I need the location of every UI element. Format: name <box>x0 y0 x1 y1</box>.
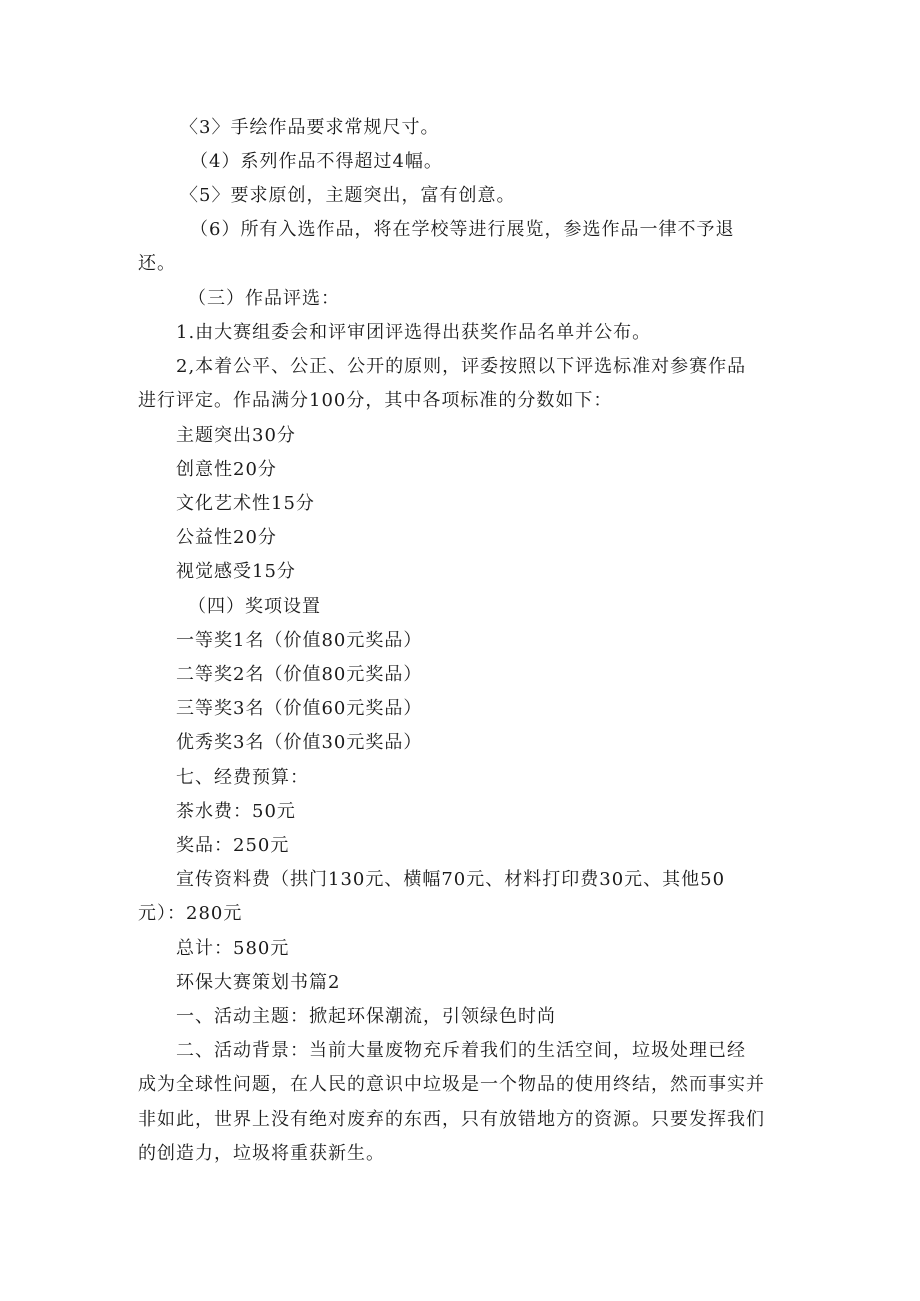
text-line: 成为全球性问题，在人民的意识中垃圾是一个物品的使用终结，然而事实并 <box>138 1074 765 1095</box>
list-item: 总计：580元 <box>176 938 290 959</box>
list-item: 创意性20分 <box>176 459 277 480</box>
text-line: 二、活动背景：当前大量废物充斥着我们的生活空间，垃圾处理已经 <box>176 1040 746 1061</box>
text-line: 〈3〉手绘作品要求常规尺寸。 <box>180 117 440 138</box>
list-item: 元）：280元 <box>138 903 243 924</box>
section-heading: 环保大赛策划书篇2 <box>176 972 341 993</box>
section-heading: （四）奖项设置 <box>188 596 321 617</box>
list-item: 公益性20分 <box>176 527 277 548</box>
list-item: 宣传资料费（拱门130元、横幅70元、材料打印费30元、其他50 <box>176 869 726 890</box>
text-line: （6）所有入选作品，将在学校等进行展览，参选作品一律不予退 <box>190 219 735 240</box>
list-item: 文化艺术性15分 <box>176 493 315 514</box>
list-item: 主题突出30分 <box>176 425 296 446</box>
text-line: 一、活动主题：掀起环保潮流，引领绿色时尚 <box>176 1006 556 1027</box>
text-line: 1.由大赛组委会和评审团评选得出获奖作品名单并公布。 <box>176 322 652 343</box>
text-line: 非如此，世界上没有绝对废弃的东西，只有放错地方的资源。只要发挥我们 <box>138 1109 765 1130</box>
list-item: 一等奖1名（价值80元奖品） <box>176 630 423 651</box>
text-line: 进行评定。作品满分100分，其中各项标准的分数如下： <box>138 390 613 411</box>
text-line: 2,本着公平、公正、公开的原则，评委按照以下评选标准对参赛作品 <box>176 356 747 377</box>
list-item: 二等奖2名（价值80元奖品） <box>176 664 423 685</box>
text-line: 的创造力，垃圾将重获新生。 <box>138 1143 385 1164</box>
list-item: 优秀奖3名（价值30元奖品） <box>176 732 423 753</box>
list-item: 视觉感受15分 <box>176 561 296 582</box>
section-heading: （三）作品评选： <box>188 288 340 309</box>
text-line: 〈5〉要求原创，主题突出，富有创意。 <box>180 185 516 206</box>
section-heading: 七、经费预算： <box>176 767 309 788</box>
list-item: 茶水费：50元 <box>176 801 296 822</box>
list-item: 奖品：250元 <box>176 835 290 856</box>
list-item: 三等奖3名（价值60元奖品） <box>176 698 423 719</box>
text-line: （4）系列作品不得超过4幅。 <box>190 151 443 172</box>
text-line: 还。 <box>138 253 176 274</box>
